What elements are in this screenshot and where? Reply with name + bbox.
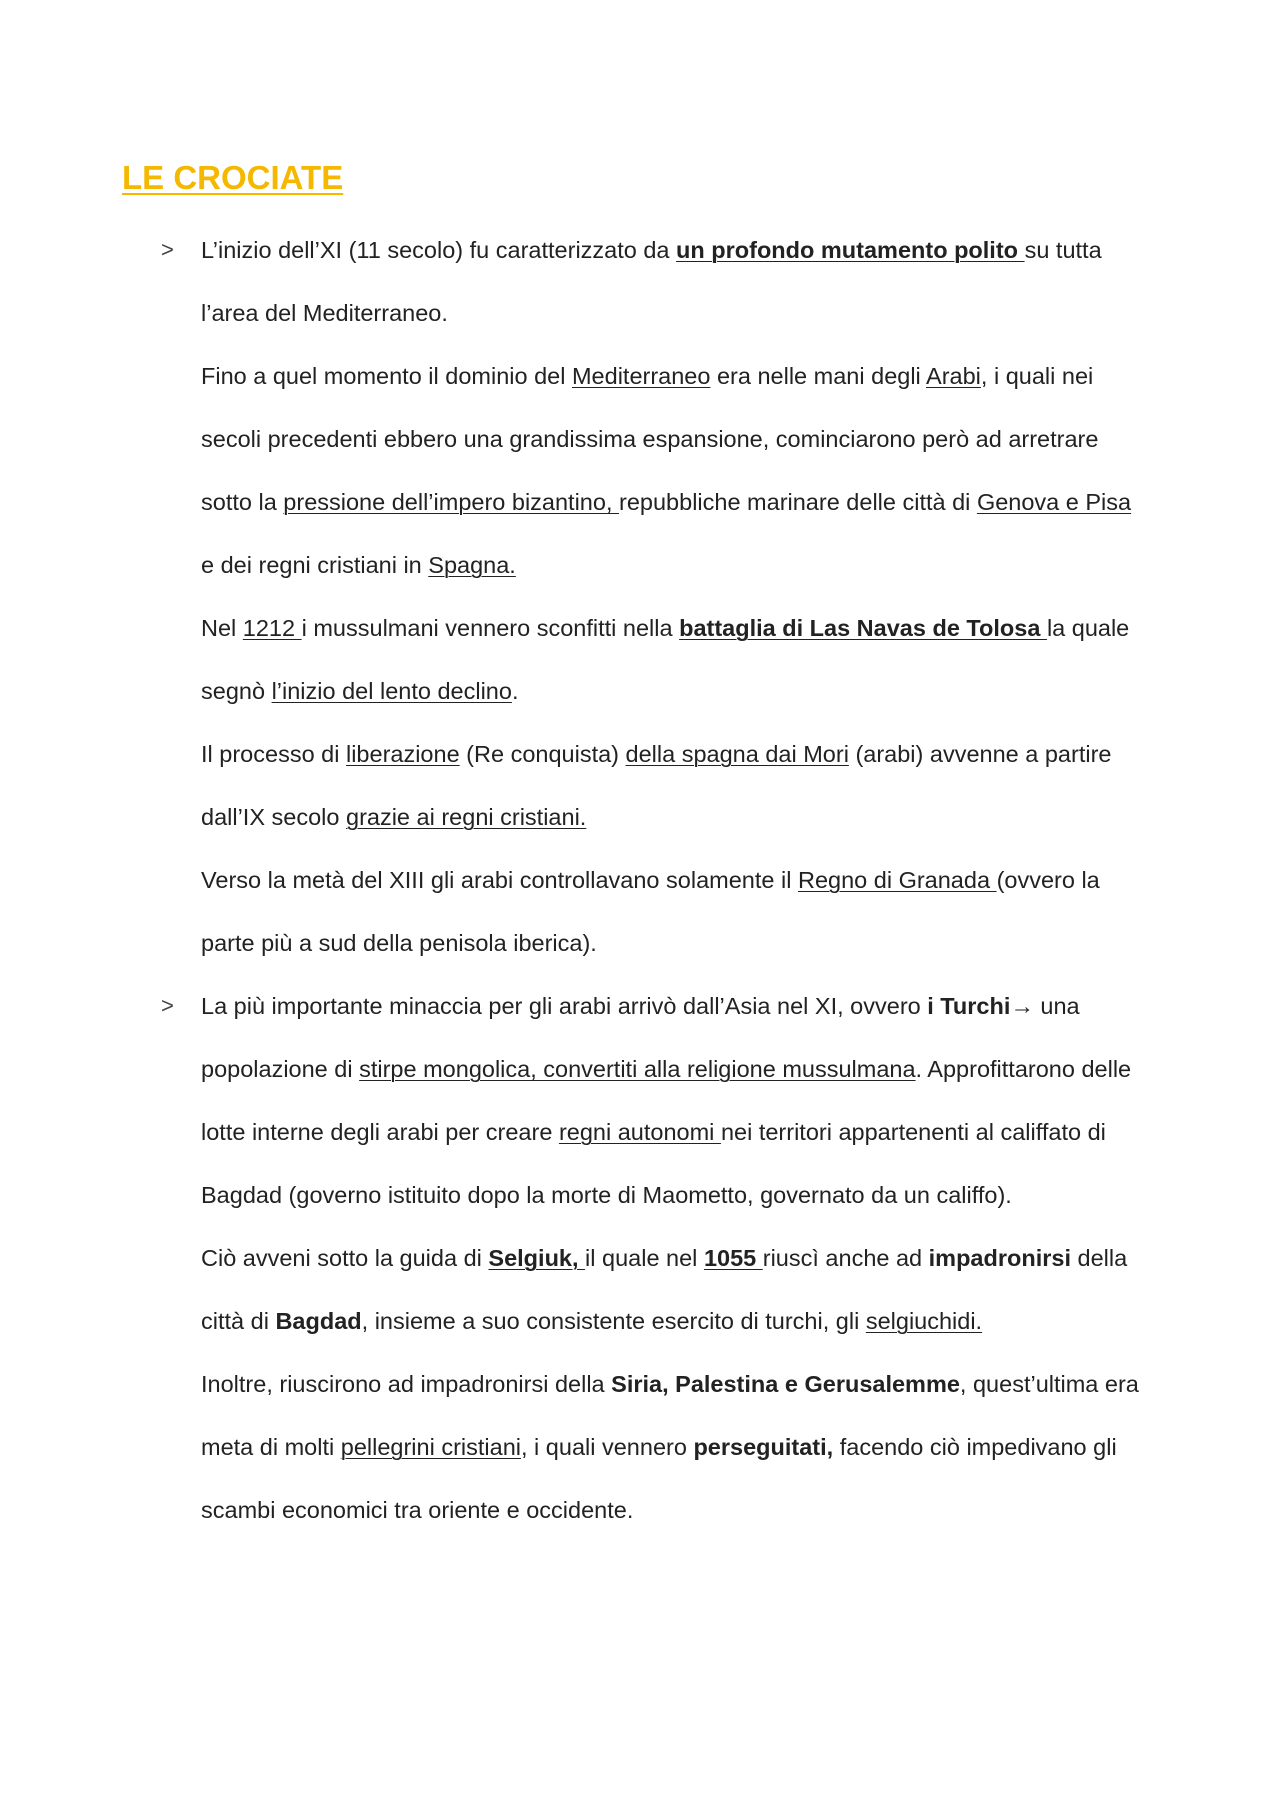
text-run: la quale [1046, 615, 1130, 641]
text-run: pellegrini cristiani [340, 1434, 521, 1460]
text-run: l’area del Mediterraneo. [201, 300, 448, 326]
text-run: battaglia di Las Navas de Tolosa [679, 615, 1047, 641]
text-run: della spagna dai Mori [625, 741, 849, 767]
text-run: pressione dell’impero bizantino, [283, 489, 620, 515]
text-run: un profondo mutamento polito [676, 237, 1025, 263]
text-run: (Re conquista) [459, 741, 626, 767]
text-run: . [511, 678, 519, 704]
paragraph-line [201, 1432, 1117, 1462]
paragraph-line [201, 1369, 1139, 1399]
text-run: Il processo di [201, 741, 346, 767]
text-run: città di [201, 1308, 276, 1334]
text-run: lotte interne degli arabi per creare [201, 1119, 559, 1145]
text-run: meta di molti [201, 1434, 341, 1460]
text-run: Bagdad [275, 1308, 362, 1334]
paragraph-line [201, 361, 1093, 391]
text-run: Spagna. [428, 552, 516, 578]
paragraph-line [201, 928, 597, 958]
text-run: secoli precedenti ebbero una grandissima espansione, cominciarono però ad arretrare [201, 426, 1099, 452]
paragraph-line [201, 613, 1129, 643]
text-run: La più importante minaccia per gli arabi arrivò dall’Asia nel XI, ovvero [201, 993, 928, 1019]
text-run: 1212 [242, 615, 302, 641]
page-title: LE CROCIATE [122, 159, 344, 196]
text-run: perseguitati, [693, 1434, 834, 1460]
paragraph-line [201, 1495, 633, 1525]
text-run: facendo ciò impedivano gli [833, 1434, 1117, 1460]
text-run: 1055 [703, 1245, 763, 1271]
paragraph-line [201, 298, 448, 328]
paragraph-line [201, 487, 1131, 517]
text-run: Ciò avveni sotto la guida di [201, 1245, 489, 1271]
text-run: Siria, Palestina e Gerusalemme [611, 1371, 960, 1397]
chevron-right-icon: > [161, 237, 174, 262]
text-run: , quest’ultima era [959, 1371, 1139, 1397]
text-run: liberazione [345, 741, 460, 767]
chevron-right-icon: > [161, 993, 174, 1018]
text-run: Verso la metà del XIII gli arabi controllavano solamente il [201, 867, 798, 893]
paragraph-line [201, 802, 586, 832]
paragraph-line [201, 739, 1111, 769]
text-run: impadronirsi [928, 1245, 1071, 1271]
text-run: nei territori appartenenti al califfato di [720, 1119, 1106, 1145]
text-run: L’inizio dell’XI (11 secolo) fu caratterizzato da [201, 237, 677, 263]
text-run: . Approfittarono delle [915, 1056, 1132, 1082]
text-run: era nelle mani degli [710, 363, 927, 389]
text-run: stirpe mongolica, convertiti alla religione mussulmana [359, 1056, 916, 1082]
paragraph-line [201, 1117, 1106, 1147]
text-run: Regno di Granada [797, 867, 997, 893]
text-run: Nel [201, 615, 243, 641]
text-run: , insieme a suo consistente esercito di turchi, gli [361, 1308, 866, 1334]
text-run: Fino a quel momento il dominio del [201, 363, 572, 389]
paragraph-line [201, 676, 518, 706]
text-run: Bagdad (governo istituito dopo la morte di Maometto, governato da un califfo). [201, 1182, 1012, 1208]
text-run: il quale nel [585, 1245, 704, 1271]
text-run: popolazione di [201, 1056, 360, 1082]
text-run: scambi economici tra oriente e occidente. [201, 1497, 634, 1523]
text-run: repubbliche marinare delle città di [619, 489, 977, 515]
text-run: regni autonomi [558, 1119, 721, 1145]
paragraph-line [201, 1180, 1012, 1210]
text-run: una [1033, 993, 1080, 1019]
text-run: grazie ai regni cristiani. [346, 804, 587, 830]
text-run: , i quali nei [980, 363, 1094, 389]
text-run: sotto la [201, 489, 284, 515]
text-run: Selgiuk, [488, 1245, 586, 1271]
text-run: Mediterraneo [571, 363, 711, 389]
paragraph-line [201, 865, 1100, 895]
text-run: i Turchi [927, 993, 1011, 1019]
arrow-right-icon: → [1010, 993, 1034, 1019]
text-run: Arabi [926, 363, 981, 389]
paragraph-line [201, 424, 1098, 454]
text-run: della [1071, 1245, 1128, 1271]
text-run: riuscì anche ad [762, 1245, 929, 1271]
text-run: dall’IX secolo [201, 804, 346, 830]
text-run: i mussulmani vennero sconfitti nella [301, 615, 680, 641]
paragraph-line [201, 1054, 1131, 1084]
text-run: segnò [201, 678, 272, 704]
paragraph-line [201, 235, 1102, 265]
text-run: selgiuchidi. [865, 1308, 983, 1334]
text-run: su tutta [1024, 237, 1102, 263]
text-run: Genova e Pisa [976, 489, 1132, 515]
text-run: Inoltre, riuscirono ad impadronirsi della [201, 1371, 612, 1397]
paragraph-line [201, 991, 1080, 1021]
paragraph-line [201, 1306, 982, 1336]
text-run: (ovvero la [996, 867, 1100, 893]
text-run: parte più a sud della penisola iberica). [201, 930, 597, 956]
text-run: e dei regni cristiani in [201, 552, 429, 578]
paragraph-line [201, 1243, 1127, 1273]
text-run: (arabi) avvenne a partire [848, 741, 1112, 767]
paragraph-line [201, 550, 516, 580]
text-run: , i quali vennero [521, 1434, 694, 1460]
text-run: l’inizio del lento declino [271, 678, 512, 704]
